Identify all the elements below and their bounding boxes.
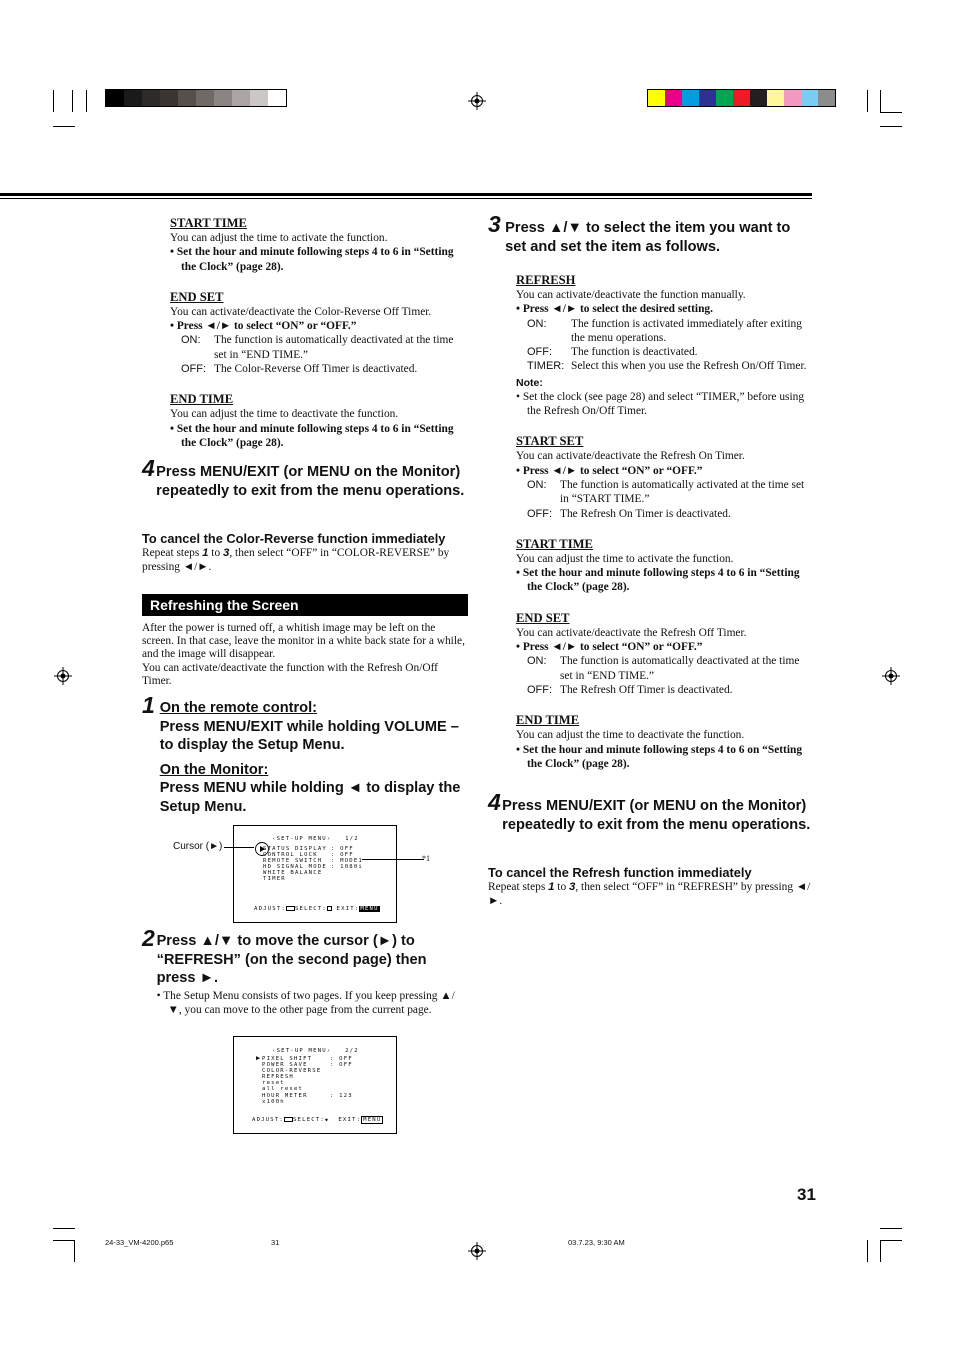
adjust-icon [284, 1117, 293, 1122]
menu-title: ‹SET-UP MENU› 2/2 [272, 1048, 359, 1054]
cancel-refresh [488, 865, 814, 909]
section-heading: END SET [170, 289, 224, 304]
swatch [142, 90, 160, 106]
refresh-block [516, 272, 814, 374]
option-value: Select this when you use the Refresh On/Off Timer. [571, 360, 807, 373]
start-time-block [516, 536, 814, 595]
menu-row-label: PIXEL SHIFT [262, 1056, 313, 1062]
paragraph: You can activate/deactivate the Color-Reverse Off Timer. [170, 305, 432, 318]
menu-title-text: SET-UP MENU [276, 836, 327, 842]
paragraph: You can adjust the time to activate the function. [516, 552, 734, 565]
option-key: OFF: [527, 507, 553, 520]
menu-row-label: CONTROL LOCK [263, 852, 318, 859]
paragraph: You can adjust the time to activate the function. [170, 232, 388, 244]
footer-text: EXIT: [338, 1117, 362, 1123]
step-number: 3 [488, 211, 501, 237]
cancel-heading: To cancel the Color-Reverse function immediately [142, 531, 446, 546]
swatch [682, 90, 699, 106]
menu-row-value: : OFF [331, 852, 354, 859]
paragraph: You can adjust the time to deactivate the function. [516, 729, 745, 742]
swatch [232, 90, 250, 106]
bullet-item: • Set the hour and minute following steps 4 to 6 in “Setting the Clock” (page 28). [516, 567, 800, 594]
menu-row-value: : 123 [330, 1092, 353, 1099]
swatch [250, 90, 268, 106]
monitor-heading: On the Monitor: [159, 761, 269, 778]
end-set-block [516, 610, 814, 697]
step-text: Press MENU while holding ◄ to display the Setup Menu. [159, 780, 461, 815]
menu-row [263, 876, 383, 882]
option-row [516, 507, 814, 521]
menu-row-label: reset [262, 1080, 285, 1087]
bullet-text: Press ◄/► to select “ON” or “OFF.” [522, 641, 703, 654]
option-key: ON: [181, 334, 201, 347]
option-key: TIMER: [527, 360, 565, 373]
section-heading: START TIME [170, 216, 247, 230]
bullet-text: Set the hour and minute following steps 4 to 6 in “Setting the Clock” (page 28). [176, 246, 454, 273]
text-span: Repeat steps [488, 881, 549, 893]
step-3 [488, 212, 814, 256]
option-row [516, 478, 814, 507]
step-text: Press MENU/EXIT (or MENU on the Monitor) repeatedly to exit from the menu operations. [502, 798, 811, 833]
end-time-block [516, 712, 814, 771]
swatch [733, 90, 750, 106]
step-number: 1 [142, 692, 155, 718]
adjust-icon [286, 906, 295, 911]
option-value: The Color-Reverse Off Timer is deactivated. [214, 363, 418, 376]
option-key: ON: [527, 478, 547, 491]
swatch [178, 90, 196, 106]
menu-row-value: : MODE1 [331, 858, 363, 865]
menu-rows [263, 846, 383, 883]
registration-mark-icon [882, 667, 900, 685]
end-time-block [170, 391, 468, 450]
swatch [648, 90, 665, 106]
page-number: 31 [797, 1185, 816, 1204]
cursor-icon: ▶ [256, 1054, 262, 1062]
swatch [750, 90, 767, 106]
swatch [784, 90, 801, 106]
menu-row-label: HD SIGNAL MODE [263, 864, 327, 871]
footer-text: EXIT: [336, 906, 360, 912]
paragraph [142, 546, 468, 575]
bullet-text: Press ◄/► to select “ON” or “OFF.” [176, 320, 357, 333]
bullet-text: Press ◄/► to select “ON” or “OFF.” [522, 464, 703, 477]
menu-footer [254, 906, 380, 912]
text-span: to [208, 547, 224, 559]
menu-row-value: : OFF [330, 1062, 353, 1069]
option-row [516, 345, 814, 359]
bullet-item: • Press ◄/► to select “ON” or “OFF.” [516, 641, 703, 654]
swatch [767, 90, 784, 106]
step-ref: 3 [569, 881, 576, 893]
step-number: 4 [142, 455, 155, 481]
step-number: 2 [142, 925, 155, 951]
menu-row-label: TIMER [263, 876, 286, 883]
section-heading: END SET [516, 610, 570, 625]
footer-text: SELECT: [294, 906, 327, 912]
bullet-text: The Setup Menu consists of two pages. If you keep pressing ▲/▼, you can move to the other page from the current page. [163, 989, 455, 1016]
remote-heading: On the remote control: [159, 700, 317, 716]
menu-title: ‹SET-UP MENU› 1/2 [272, 836, 359, 842]
step-4-right [488, 790, 814, 834]
swatch [106, 90, 124, 106]
cancel-color-reverse [142, 531, 468, 575]
paragraph [488, 880, 814, 909]
footer-text: SELECT: [292, 1117, 325, 1123]
start-time-block [170, 215, 468, 274]
select-icon [327, 906, 332, 911]
option-row [170, 362, 468, 376]
step-ref: 1 [202, 547, 209, 559]
footer-text: ADJUST: [252, 1117, 284, 1123]
gray-calibration-bar [105, 89, 287, 107]
option-key: OFF: [181, 363, 207, 376]
step-1 [142, 693, 468, 816]
swatch [214, 90, 232, 106]
menu-key-icon: MENU [363, 1117, 382, 1123]
swatch [699, 90, 716, 106]
footer-file: 24-33_VM-4200.p65 [105, 1238, 174, 1247]
text-span: , then select “OFF” in “REFRESH” by pressing ◄/►. [488, 881, 811, 908]
bullet-item: • Set the hour and minute following steps 4 to 6 on “Setting the Clock” (page 28). [516, 743, 803, 770]
bullet-item: • Press ◄/► to select the desired setting. [516, 303, 713, 316]
left-column [142, 215, 468, 450]
bullet-item: • Set the hour and minute following steps 4 to 6 in “Setting the Clock” (page 28). [170, 246, 454, 273]
step-number: 4 [488, 789, 501, 815]
bullet-item: • Set the hour and minute following steps 4 to 6 in “Setting the Clock” (page 28). [170, 422, 454, 449]
swatch [818, 90, 835, 106]
step-2 [142, 926, 468, 1017]
registration-mark-icon [468, 92, 486, 110]
cancel-heading: To cancel the Refresh function immediately [488, 865, 752, 880]
option-value: The function is automatically deactivated at the time set in “END TIME.” [214, 334, 454, 361]
menu-page: 2/2 [345, 1048, 359, 1054]
section-heading: REFRESH [516, 273, 576, 287]
swatch [665, 90, 682, 106]
footer-text: ADJUST: [254, 906, 286, 912]
option-key: ON: [527, 655, 547, 668]
text-span: Repeat steps [142, 547, 203, 559]
note-heading: Note: [516, 376, 543, 389]
header-rule-thin [0, 198, 812, 199]
text-span: to [554, 881, 570, 893]
paragraph: You can activate/deactivate the Refresh Off Timer. [516, 626, 747, 639]
paragraph: You can activate/deactivate the Refresh On Timer. [516, 450, 745, 463]
select-icon: ◆ [324, 1117, 330, 1123]
bullet-text: Set the hour and minute following steps 4 to 6 on “Setting the Clock” (page 28). [522, 743, 803, 770]
menu-row [262, 1093, 387, 1105]
setup-menu-screen-2 [233, 1036, 397, 1134]
option-row [516, 359, 814, 373]
option-value: The function is automatically activated at the time set in “START TIME.” [560, 478, 805, 506]
paragraph: You can activate/deactivate the function with the Refresh On/Off Timer. [142, 661, 438, 687]
step-4-left [142, 456, 468, 500]
footnote-mark: *1 [422, 854, 430, 863]
footer-page: 31 [271, 1238, 280, 1247]
option-value: The function is deactivated. [571, 346, 698, 359]
setup-menu-screen-1 [233, 825, 397, 923]
swatch [268, 90, 286, 106]
menu-row-value: : OFF [330, 1056, 353, 1062]
menu-row-label: HOUR METER x100h [262, 1092, 308, 1105]
menu-row-label: WHITE BALANCE [263, 870, 323, 877]
menu-rows [262, 1056, 387, 1105]
menu-row-value: : 1080i [331, 864, 363, 871]
registration-mark-icon [468, 1242, 486, 1260]
option-key: OFF: [527, 683, 553, 696]
footer-stamp: 03.7.23, 9:30 AM [568, 1238, 625, 1247]
option-value: The function is automatically deactivated at the time set in “END TIME.” [560, 655, 800, 682]
option-row [516, 683, 814, 697]
section-heading: START TIME [516, 536, 593, 551]
bullet-text: Set the hour and minute following steps 4 to 6 in “Setting the Clock” (page 28). [176, 422, 454, 449]
option-key: OFF: [527, 346, 553, 359]
menu-footer [252, 1117, 383, 1123]
paragraph: You can activate/deactivate the function manually. [516, 289, 746, 301]
menu-row-label: POWER SAVE [262, 1062, 308, 1069]
bullet-text: Set the clock (see page 28) and select “TIMER,” before using the Refresh On/Off Timer. [522, 390, 805, 418]
swatch [716, 90, 733, 106]
menu-key-icon: MENU [360, 906, 379, 912]
step-ref: 3 [223, 547, 230, 559]
option-row [170, 333, 468, 362]
start-set-block [516, 433, 814, 520]
menu-page: 1/2 [345, 836, 359, 842]
swatch [124, 90, 142, 106]
bullet-item: • The Setup Menu consists of two pages. If you keep pressing ▲/▼, you can move to the other page from the current page. [156, 989, 455, 1016]
refresh-intro [142, 622, 468, 688]
end-set-block [170, 289, 468, 376]
option-key: ON: [527, 317, 547, 330]
step-text: Press MENU/EXIT (or MENU on the Monitor) repeatedly to exit from the menu operations. [156, 464, 465, 499]
paragraph: You can adjust the time to deactivate the function. [170, 408, 399, 421]
swatch [160, 90, 178, 106]
bullet-text: Press ◄/► to select the desired setting. [522, 303, 713, 316]
color-calibration-bar [647, 89, 836, 107]
option-value: The function is activated immediately after exiting the menu operations. [571, 317, 802, 344]
swatch [196, 90, 214, 106]
section-heading: END TIME [170, 392, 234, 407]
menu-title-text: SET-UP MENU [276, 1048, 327, 1054]
bullet-item: • Press ◄/► to select “ON” or “OFF.” [170, 320, 357, 333]
swatch [801, 90, 818, 106]
step-text: Press MENU/EXIT while holding VOLUME – to display the Setup Menu. [159, 718, 459, 753]
option-value: The Refresh Off Timer is deactivated. [560, 683, 733, 696]
bullet-item: • Set the clock (see page 28) and select “TIMER,” before using the Refresh On/Off Timer. [516, 390, 805, 418]
note-block [516, 376, 814, 419]
right-column [516, 272, 814, 771]
option-value: The Refresh On Timer is deactivated. [560, 507, 731, 520]
bullet-item: • Press ◄/► to select “ON” or “OFF.” [516, 464, 703, 477]
menu-row-label: all reset [262, 1086, 304, 1093]
step-text: Press ▲/▼ to select the item you want to set and set the item as follows. [505, 220, 791, 255]
section-heading: START SET [516, 434, 584, 449]
section-heading: END TIME [516, 713, 580, 728]
text-span: , then select “OFF” in “COLOR-REVERSE” by pressing ◄/►. [142, 547, 450, 574]
menu-row-label: STATUS DISPLAY [263, 846, 327, 852]
registration-mark-icon [54, 667, 72, 685]
option-row [516, 654, 814, 683]
step-ref: 1 [548, 881, 555, 893]
step-text: Press ▲/▼ to move the cursor (►) to “REFRESH” (on the second page) then press ►. [156, 933, 427, 986]
menu-row-label: COLOR-REVERSE [262, 1068, 322, 1075]
bullet-text: Set the hour and minute following steps 4 to 6 in “Setting the Clock” (page 28). [522, 567, 800, 594]
menu-row-label: REMOTE SWITCH [263, 858, 323, 865]
paragraph: After the power is turned off, a whitish image may be left on the screen. In that case, leave the monitor in a white back state for a while, and the image will disappear. [142, 622, 465, 661]
section-title-bar: Refreshing the Screen [142, 594, 468, 616]
cursor-callout: Cursor (►) [173, 841, 223, 852]
header-rule [0, 193, 812, 196]
menu-row-value: : OFF [331, 846, 354, 852]
option-row [516, 317, 814, 346]
menu-row-label: REFRESH [262, 1074, 294, 1081]
